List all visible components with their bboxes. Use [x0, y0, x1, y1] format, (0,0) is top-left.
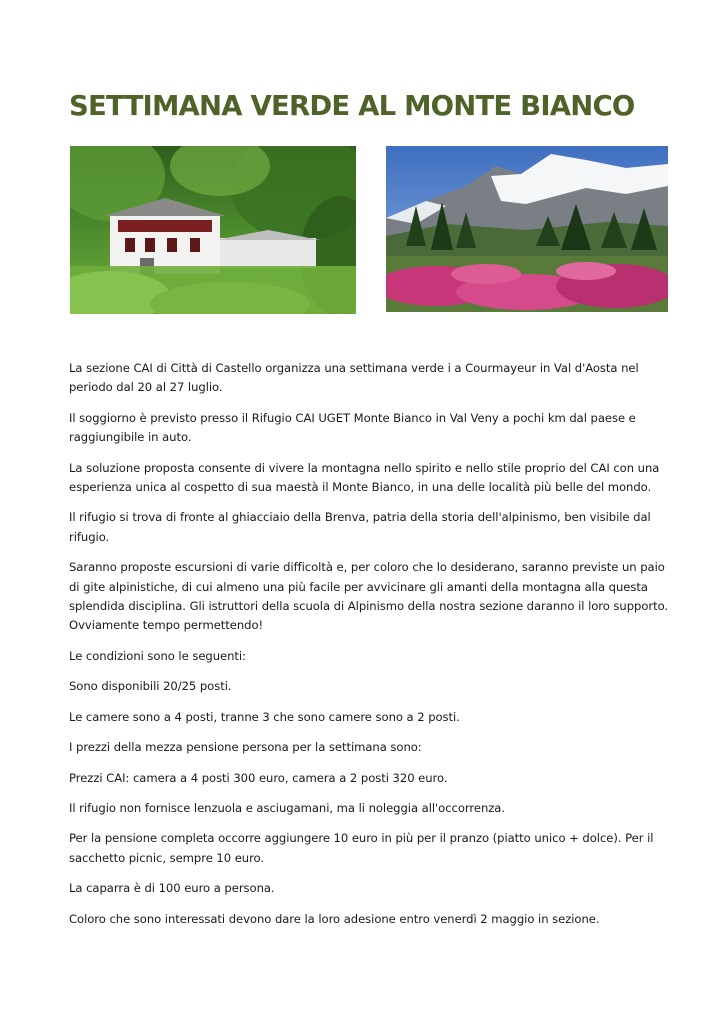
paragraph-prezzi-intro: I prezzi della mezza pensione persona per la settimana sono:: [69, 740, 422, 755]
paragraph-camere: Le camere sono a 4 posti, tranne 3 che sono camere sono a 2 posti.: [69, 709, 460, 724]
paragraph-escursioni: Saranno proposte escursioni di varie difficoltà e, per coloro che lo desiderano, saranno previste un paio di gite alpinistiche, di cui almeno una più facile per avvicinare gli amanti della montagna alla questa splendida disciplina. Gli istruttori della scuola di Alpinismo della nostra sezione daranno il loro supporto. Ovviamente tempo permettendo!: [69, 560, 669, 633]
photo-rifugio: [70, 146, 356, 314]
paragraph-pensione: Per la pensione completa occorre aggiungere 10 euro in più per il pranzo (piatto unico + dolce). Per il sacchetto picnic, sempre 10 euro.: [69, 831, 654, 865]
document-body: [69, 359, 669, 940]
paragraph-prezzi-cai: Prezzi CAI: camera a 4 posti 300 euro, camera a 2 posti 320 euro.: [69, 770, 448, 785]
page-title: SETTIMANA VERDE AL MONTE BIANCO: [69, 90, 635, 122]
paragraph-condizioni: Le condizioni sono le seguenti:: [69, 648, 246, 663]
paragraph-caparra: La caparra è di 100 euro a persona.: [69, 881, 275, 896]
photo-monte-bianco: [386, 146, 668, 312]
paragraph-ghiacciaio: Il rifugio si trova di fronte al ghiacciaio della Brenva, patria della storia dell'alpinismo, ben visibile dal rifugio.: [69, 510, 651, 544]
paragraph-adesione: Coloro che sono interessati devono dare la loro adesione entro venerdì 2 maggio in sezione.: [69, 911, 600, 926]
paragraph-posti: Sono disponibili 20/25 posti.: [69, 679, 232, 694]
paragraph-lenzuola: Il rifugio non fornisce lenzuola e asciugamani, ma li noleggia all'occorrenza.: [69, 800, 506, 815]
paragraph-intro: La sezione CAI di Città di Castello organizza una settimana verde i a Courmayeur in Val d'Aosta nel periodo dal 20 al 27 luglio.: [69, 361, 639, 395]
paragraph-soggiorno: Il soggiorno è previsto presso il Rifugio CAI UGET Monte Bianco in Val Veny a pochi km dal paese e raggiungibile in auto.: [69, 410, 636, 445]
paragraph-soluzione: La soluzione proposta consente di vivere la montagna nello spirito e nello stile proprio del CAI con una esperienza unica al cospetto di sua maestà il Monte Bianco, in una delle località più belle del mondo.: [69, 460, 660, 495]
